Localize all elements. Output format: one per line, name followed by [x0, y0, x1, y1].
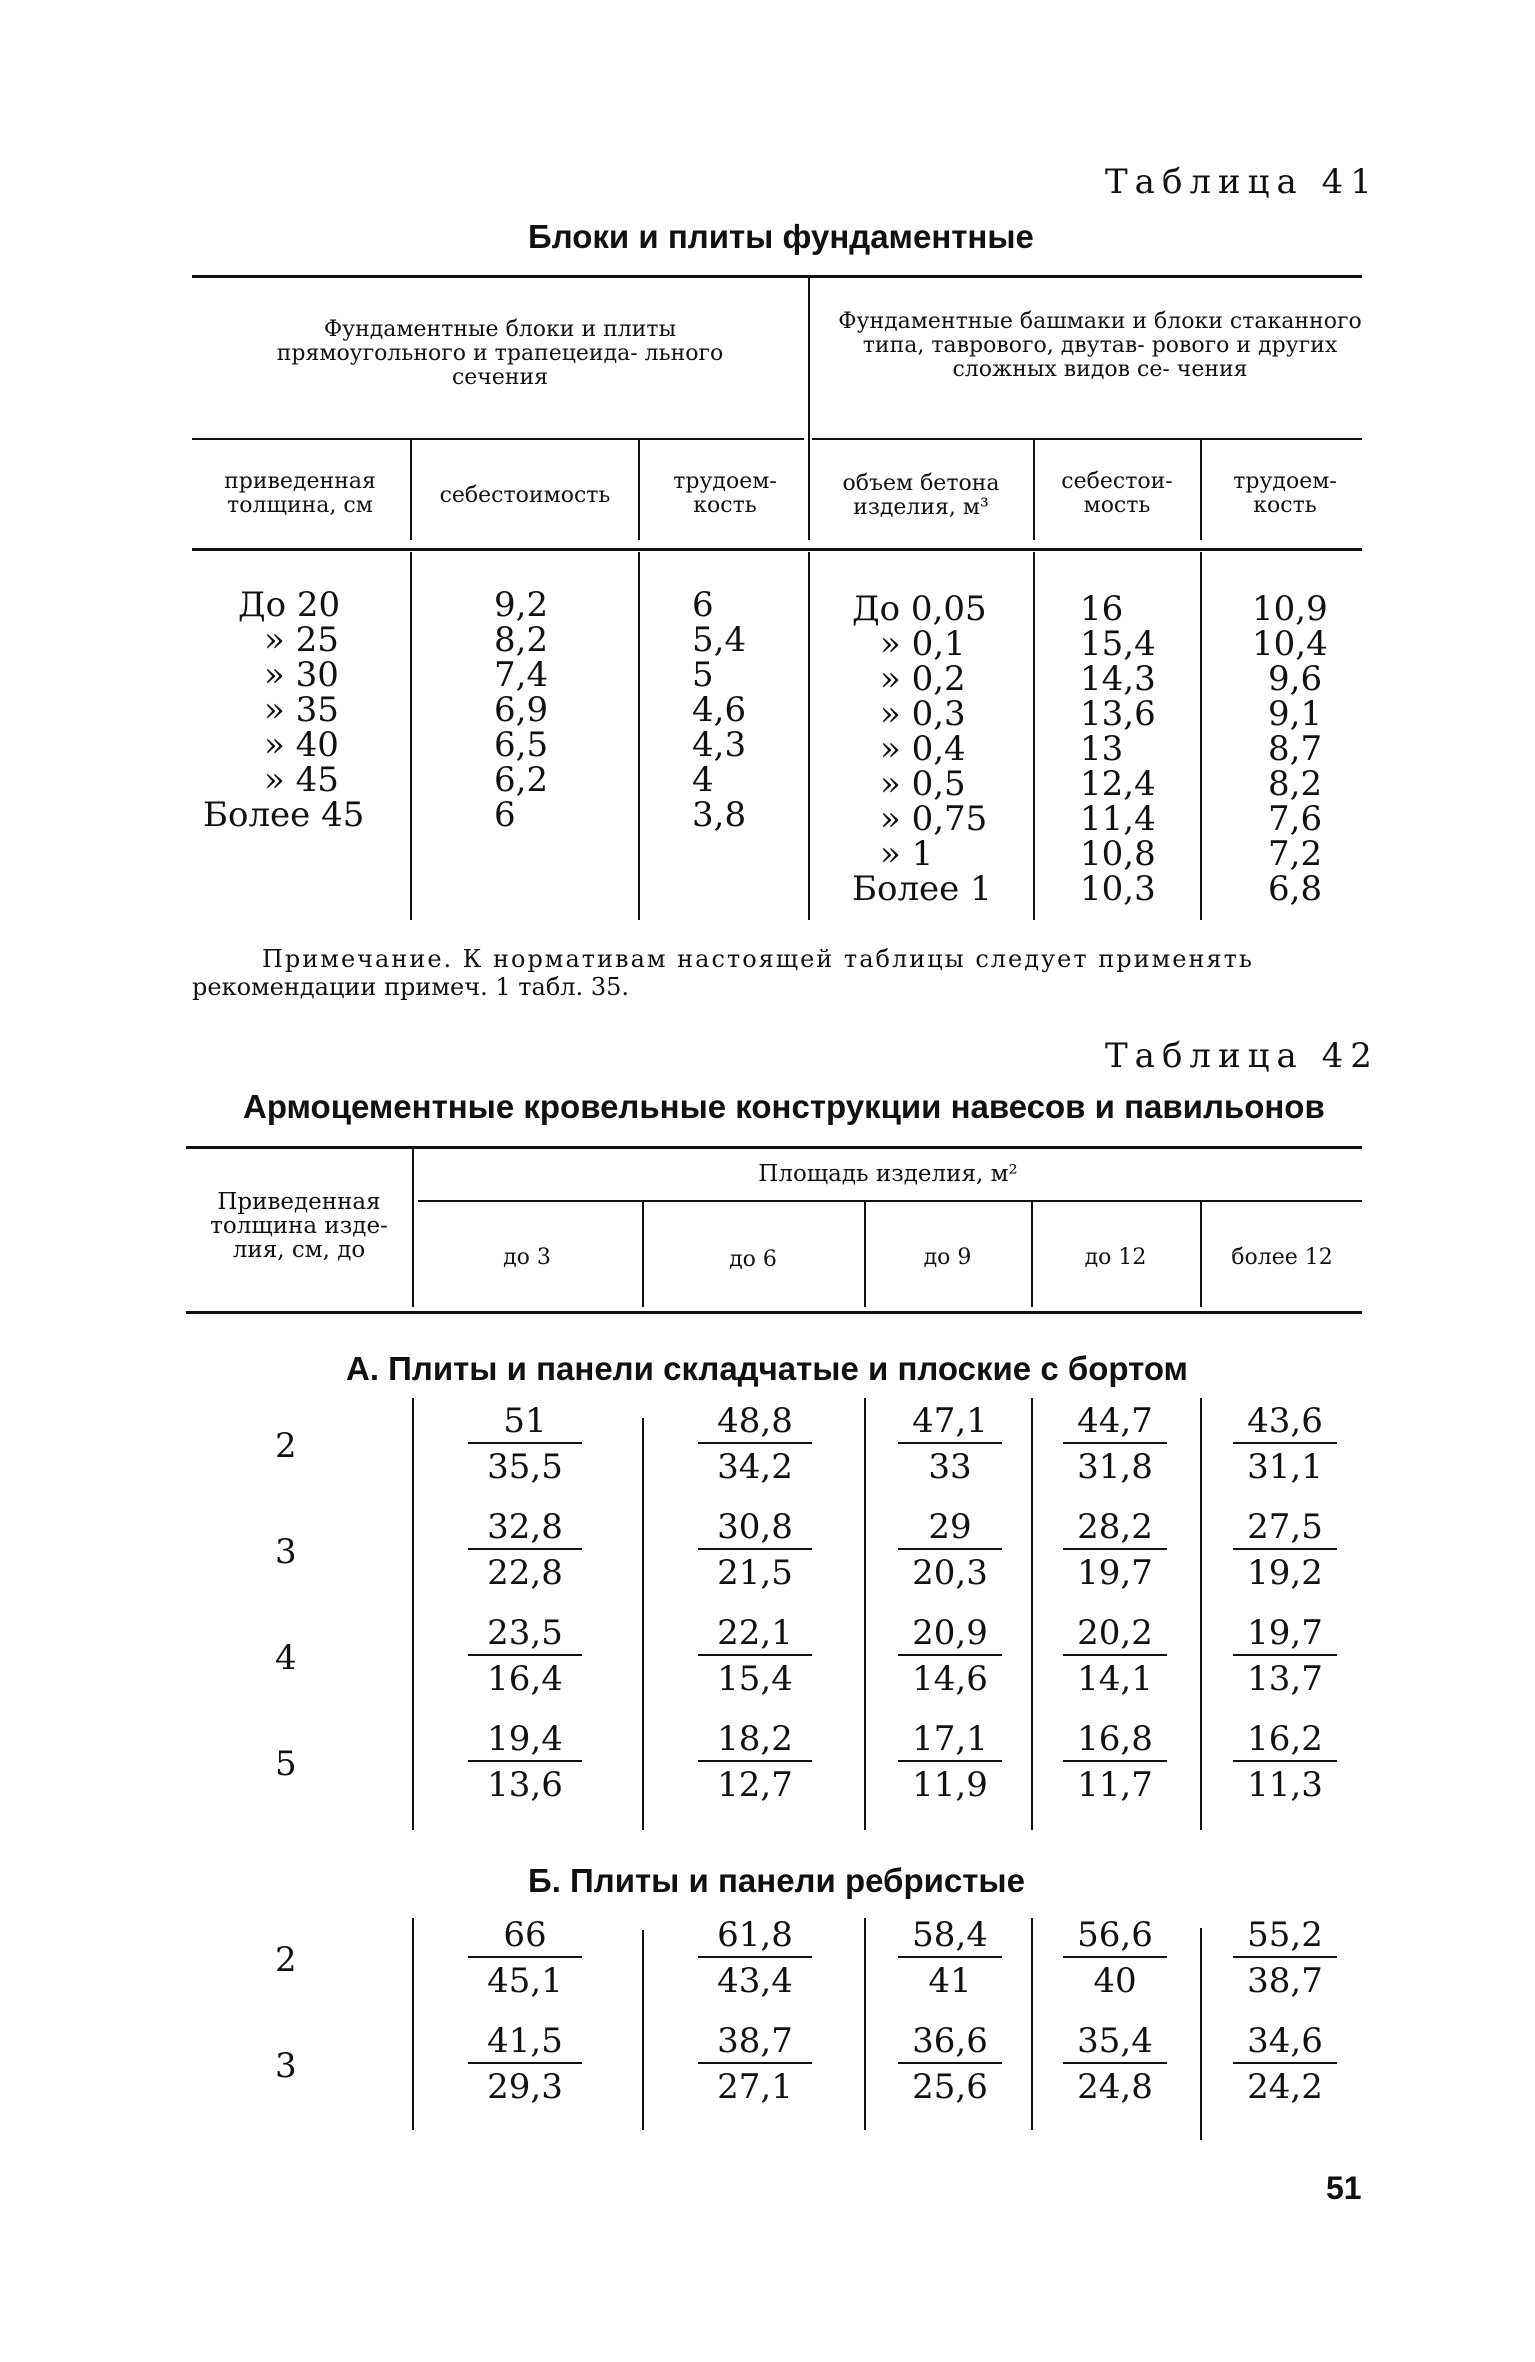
section-a-title: А. Плиты и панели складчатые и плоские с бортом: [346, 1350, 1188, 1387]
table41-cell: 6,9: [494, 690, 549, 730]
table41-cell: 9,2: [494, 585, 549, 625]
table41-cell: 10,8: [1080, 834, 1156, 874]
table41-body-vline: [1033, 552, 1035, 920]
fraction-cell: 29 20,3: [890, 1508, 1010, 1592]
fraction-cell: 41,5 29,3: [460, 2022, 590, 2106]
table42-area-col: до 12: [1084, 1245, 1147, 1270]
fraction-cell: 44,7 31,8: [1055, 1402, 1175, 1486]
table41-body-vline: [1200, 552, 1202, 920]
table41-cell: 5: [692, 655, 714, 695]
section-b-vline: [1200, 1928, 1202, 2140]
table41-col-header: объем бетона изделия, м³: [842, 471, 1000, 520]
table41-cell: До 0,05: [852, 589, 987, 629]
table41-cell: 9,6: [1268, 659, 1323, 699]
fraction-cell: 35,4 24,8: [1055, 2022, 1175, 2106]
table41-cell: Более 45: [203, 795, 365, 835]
table42-area-header: Площадь изделия, м²: [758, 1161, 1018, 1187]
table41-hdr-vline: [410, 440, 412, 540]
table41-cell: 7,4: [494, 655, 549, 695]
table41-top-rule: [192, 275, 1362, 278]
fraction-cell: 36,6 25,6: [890, 2022, 1010, 2106]
table41-cell: » 25: [264, 620, 339, 660]
table41-cell: 13: [1080, 729, 1124, 769]
table41-cell: 6,5: [494, 725, 549, 765]
row-thickness: 2: [275, 1426, 297, 1466]
table41-cell: 6: [494, 795, 516, 835]
page-number: 51: [1326, 2170, 1362, 2206]
row-thickness: 3: [275, 1532, 297, 1572]
section-a-vline: [1031, 1398, 1033, 1830]
table41-col-header: трудоем- кость: [1233, 469, 1337, 518]
fraction-cell: 19,4 13,6: [460, 1720, 590, 1804]
table41-cell: » 35: [264, 690, 339, 730]
section-b-vline: [642, 1930, 644, 2130]
fraction-cell: 22,1 15,4: [690, 1614, 820, 1698]
table41-group-left-header: Фундаментные блоки и плиты прямоугольного и трапецеида- льного сечения: [276, 317, 724, 390]
section-b-vline: [412, 1918, 414, 2130]
fraction-cell: 58,4 41: [890, 1916, 1010, 2000]
fraction-cell: 51 35,5: [460, 1402, 590, 1486]
table41-cell: 16: [1080, 589, 1124, 629]
fraction-cell: 16,8 11,7: [1055, 1720, 1175, 1804]
fraction-cell: 56,6 40: [1055, 1916, 1175, 2000]
table42-area-col: до 3: [503, 1245, 551, 1270]
table41-cell: 11,4: [1080, 799, 1156, 839]
table41-cell: До 20: [238, 585, 341, 625]
table41-cell: » 0,5: [880, 764, 966, 804]
table41-cell: 7,6: [1268, 799, 1323, 839]
fraction-cell: 16,2 11,3: [1225, 1720, 1345, 1804]
table41-caption: Таблица 41: [1105, 162, 1379, 202]
table41-col-header: себестоимость: [439, 483, 611, 508]
table41-cell: » 0,1: [880, 624, 966, 664]
table41-cell: 14,3: [1080, 659, 1156, 699]
table41-cell: » 0,2: [880, 659, 966, 699]
fraction-cell: 66 45,1: [460, 1916, 590, 2000]
table41-cell: Более 1: [852, 869, 992, 909]
fraction-cell: 48,8 34,2: [690, 1402, 820, 1486]
table42-caption: Таблица 42: [1105, 1036, 1379, 1076]
table42-top-rule: [186, 1146, 1362, 1149]
table41-hdr-vline: [1033, 440, 1035, 540]
section-b-title: Б. Плиты и панели ребристые: [528, 1862, 1025, 1899]
row-thickness: 4: [275, 1638, 297, 1678]
table41-cell: 7,2: [1268, 834, 1323, 874]
row-thickness: 5: [275, 1744, 297, 1784]
table41-cell: » 40: [264, 725, 339, 765]
table41-cell: 15,4: [1080, 624, 1156, 664]
table41-cell: » 0,4: [880, 729, 966, 769]
fraction-cell: 23,5 16,4: [460, 1614, 590, 1698]
table41-cell: » 45: [264, 760, 339, 800]
table41-note-cont: рекомендации примеч. 1 табл. 35.: [192, 973, 629, 1001]
fraction-cell: 27,5 19,2: [1225, 1508, 1345, 1592]
table41-cell: » 0,3: [880, 694, 966, 734]
fraction-cell: 34,6 24,2: [1225, 2022, 1345, 2106]
fraction-cell: 17,1 11,9: [890, 1720, 1010, 1804]
table41-cell: » 1: [880, 834, 934, 874]
section-a-vline: [864, 1398, 866, 1830]
table41-cell: 8,2: [494, 620, 549, 660]
table42-area-subrule: [418, 1200, 1362, 1202]
table41-header-bottom-rule: [192, 548, 1362, 551]
section-a-vline: [412, 1398, 414, 1830]
table41-cell: » 30: [264, 655, 339, 695]
section-a-vline: [1200, 1398, 1202, 1830]
fraction-cell: 28,2 19,7: [1055, 1508, 1175, 1592]
table41-cell: 6,8: [1268, 869, 1323, 909]
table41-cell: 3,8: [692, 795, 747, 835]
table41-subrule-right: [812, 438, 1362, 440]
table41-col-header: приведенная толщина, см: [224, 469, 376, 518]
table41-hdr-vline: [638, 440, 640, 540]
fraction-cell: 43,6 31,1: [1225, 1402, 1345, 1486]
table42-header-bottom-rule: [186, 1311, 1362, 1314]
fraction-cell: 18,2 12,7: [690, 1720, 820, 1804]
table41-cell: 4: [692, 760, 714, 800]
table42-title: Армоцементные кровельные конструкции навесов и павильонов: [243, 1088, 1325, 1125]
table42-area-col: до 6: [729, 1247, 777, 1272]
fraction-cell: 20,2 14,1: [1055, 1614, 1175, 1698]
table41-col-header: себестои- мость: [1061, 469, 1173, 518]
table42-row-header: Приведенная толщина изде- лия, см, до: [210, 1189, 388, 1263]
table41-col-header: трудоем- кость: [673, 469, 777, 518]
fraction-cell: 38,7 27,1: [690, 2022, 820, 2106]
table41-cell: 10,3: [1080, 869, 1156, 909]
table41-note: Примечание. К нормативам настоящей таблицы следует применять: [262, 945, 1254, 973]
table42-area-col: до 9: [923, 1245, 972, 1270]
section-a-vline: [642, 1418, 644, 1830]
table41-cell: » 0,75: [880, 799, 988, 839]
table41-cell: 13,6: [1080, 694, 1156, 734]
fraction-cell: 19,7 13,7: [1225, 1614, 1345, 1698]
fraction-cell: 61,8 43,4: [690, 1916, 820, 2000]
fraction-cell: 20,9 14,6: [890, 1614, 1010, 1698]
row-thickness: 3: [275, 2046, 297, 2086]
fraction-cell: 32,8 22,8: [460, 1508, 590, 1592]
table41-cell: 5,4: [692, 620, 747, 660]
table41-cell: 4,3: [692, 725, 747, 765]
table41-cell: 8,2: [1268, 764, 1323, 804]
table42-area-col: более 12: [1231, 1245, 1333, 1270]
table41-cell: 4,6: [692, 690, 747, 730]
row-thickness: 2: [275, 1940, 297, 1980]
section-b-vline: [864, 1918, 866, 2130]
table41-body-vline: [808, 552, 810, 920]
fraction-cell: 47,1 33: [890, 1402, 1010, 1486]
table41-cell: 10,9: [1252, 589, 1328, 629]
table41-cell: 12,4: [1080, 764, 1156, 804]
table41-group-right-header: Фундаментные башмаки и блоки стаканного типа, таврового, двутав- рового и других сложных видов се- чения: [838, 309, 1362, 382]
table41-body-vline: [410, 552, 412, 920]
table41-cell: 6,2: [494, 760, 549, 800]
table41-title: Блоки и плиты фундаментные: [528, 218, 1034, 255]
table41-cell: 8,7: [1268, 729, 1323, 769]
fraction-cell: 55,2 38,7: [1225, 1916, 1345, 2000]
table41-cell: 6: [692, 585, 714, 625]
fraction-cell: 30,8 21,5: [690, 1508, 820, 1592]
table41-body-vline: [638, 552, 640, 920]
table41-hdr-vline: [1200, 440, 1202, 540]
table41-group-divider: [808, 278, 810, 540]
table41-cell: 10,4: [1252, 624, 1328, 664]
table41-cell: 9,1: [1268, 694, 1323, 734]
table41-subrule-left: [192, 438, 804, 440]
section-b-vline: [1031, 1918, 1033, 2130]
